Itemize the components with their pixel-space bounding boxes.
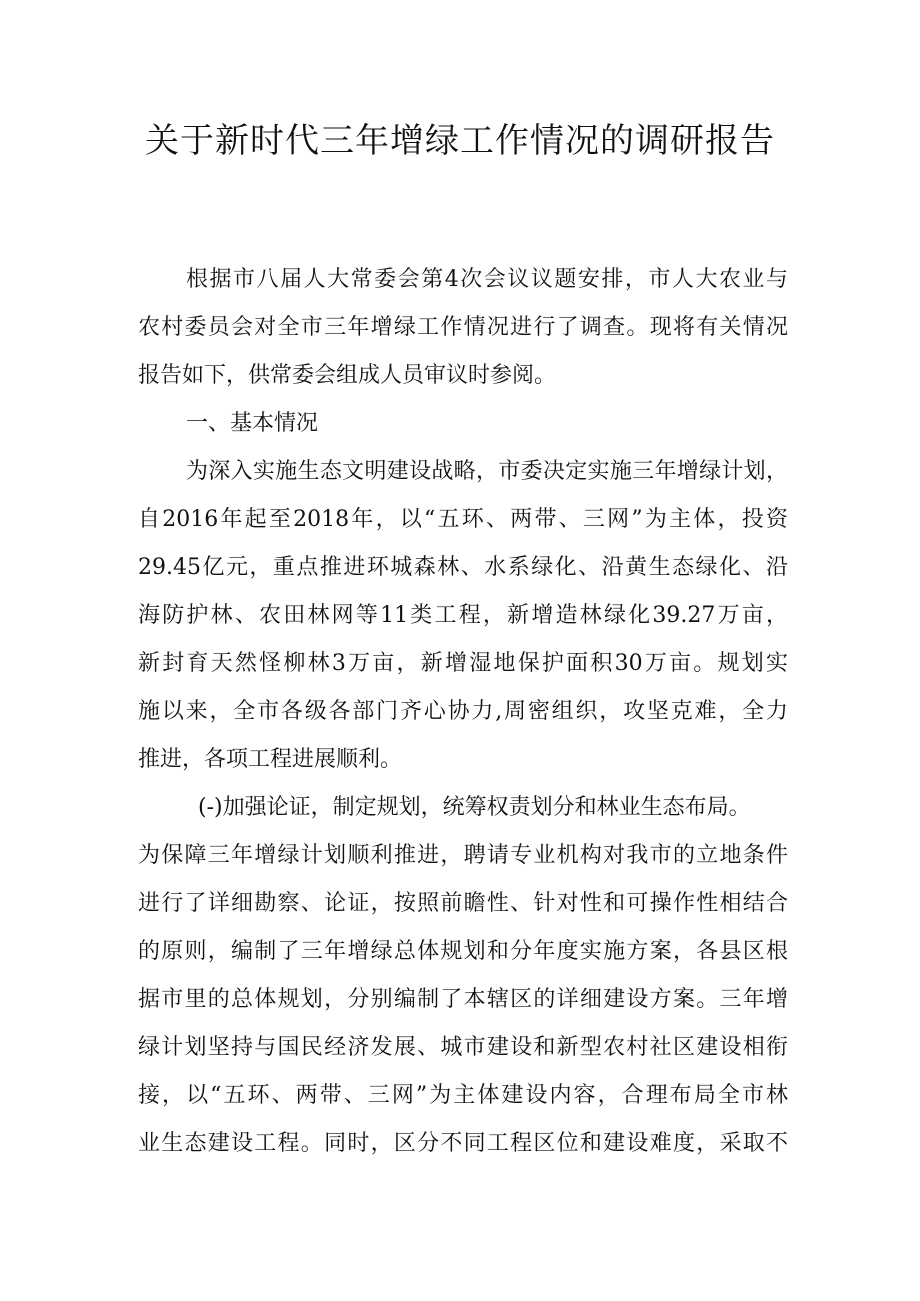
paragraph-line: 报告如下，供常委会组成人员审议时参阅。 bbox=[138, 363, 557, 388]
paragraph-line: 接，以“五环、两带、三网”为主体建设内容，合理布局全市林 bbox=[138, 1083, 788, 1108]
paragraph-line: 进行了详细勘察、论证，按照前瞻性、针对性和可操作性相结合 bbox=[138, 891, 788, 916]
document-title: 关于新时代三年增绿工作情况的调研报告 bbox=[145, 121, 775, 161]
paragraph-line: 根据市八届人大常委会第4次会议议题安排，市人大农业与 bbox=[186, 267, 788, 292]
paragraph-line: 29.45亿元，重点推进环城森林、水系绿化、沿黄生态绿化、沿 bbox=[138, 555, 788, 580]
paragraph-line: 据市里的总体规划，分别编制了本辖区的详细建设方案。三年增 bbox=[138, 987, 788, 1012]
paragraph-line: 新封育天然怪柳林3万亩，新增湿地保护面积30万亩。规划实 bbox=[138, 651, 788, 676]
paragraph-line: 海防护林、农田林网等11类工程，新增造林绿化39.27万亩， bbox=[138, 603, 788, 628]
paragraph-line: 为深入实施生态文明建设战略，市委决定实施三年增绿计划， bbox=[186, 459, 788, 484]
document-body bbox=[138, 256, 788, 1168]
subsection-heading: (-)加强论证，制定规划，统筹权责划分和林业生态布局。 bbox=[198, 795, 751, 820]
paragraph-line: 业生态建设工程。同时，区分不同工程区位和建设难度，采取不 bbox=[138, 1131, 788, 1156]
paragraph-line: 农村委员会对全市三年增绿工作情况进行了调查。现将有关情况 bbox=[138, 315, 788, 340]
paragraph-line: 的原则，编制了三年增绿总体规划和分年度实施方案，各县区根 bbox=[138, 939, 788, 964]
paragraph-line: 推进，各项工程进展顺利。 bbox=[138, 747, 403, 772]
paragraph-line: 施以来，全市各级各部门齐心协力,周密组织，攻坚克难，全力 bbox=[138, 699, 788, 724]
paragraph-line: 自2016年起至2018年，以“五环、两带、三网”为主体，投资 bbox=[138, 507, 788, 532]
paragraph-line: 为保障三年增绿计划顺利推进，聘请专业机构对我市的立地条件 bbox=[138, 843, 788, 868]
section-heading: 一、基本情况 bbox=[186, 411, 319, 436]
paragraph-line: 绿计划坚持与国民经济发展、城市建设和新型农村社区建设相衔 bbox=[138, 1035, 788, 1060]
